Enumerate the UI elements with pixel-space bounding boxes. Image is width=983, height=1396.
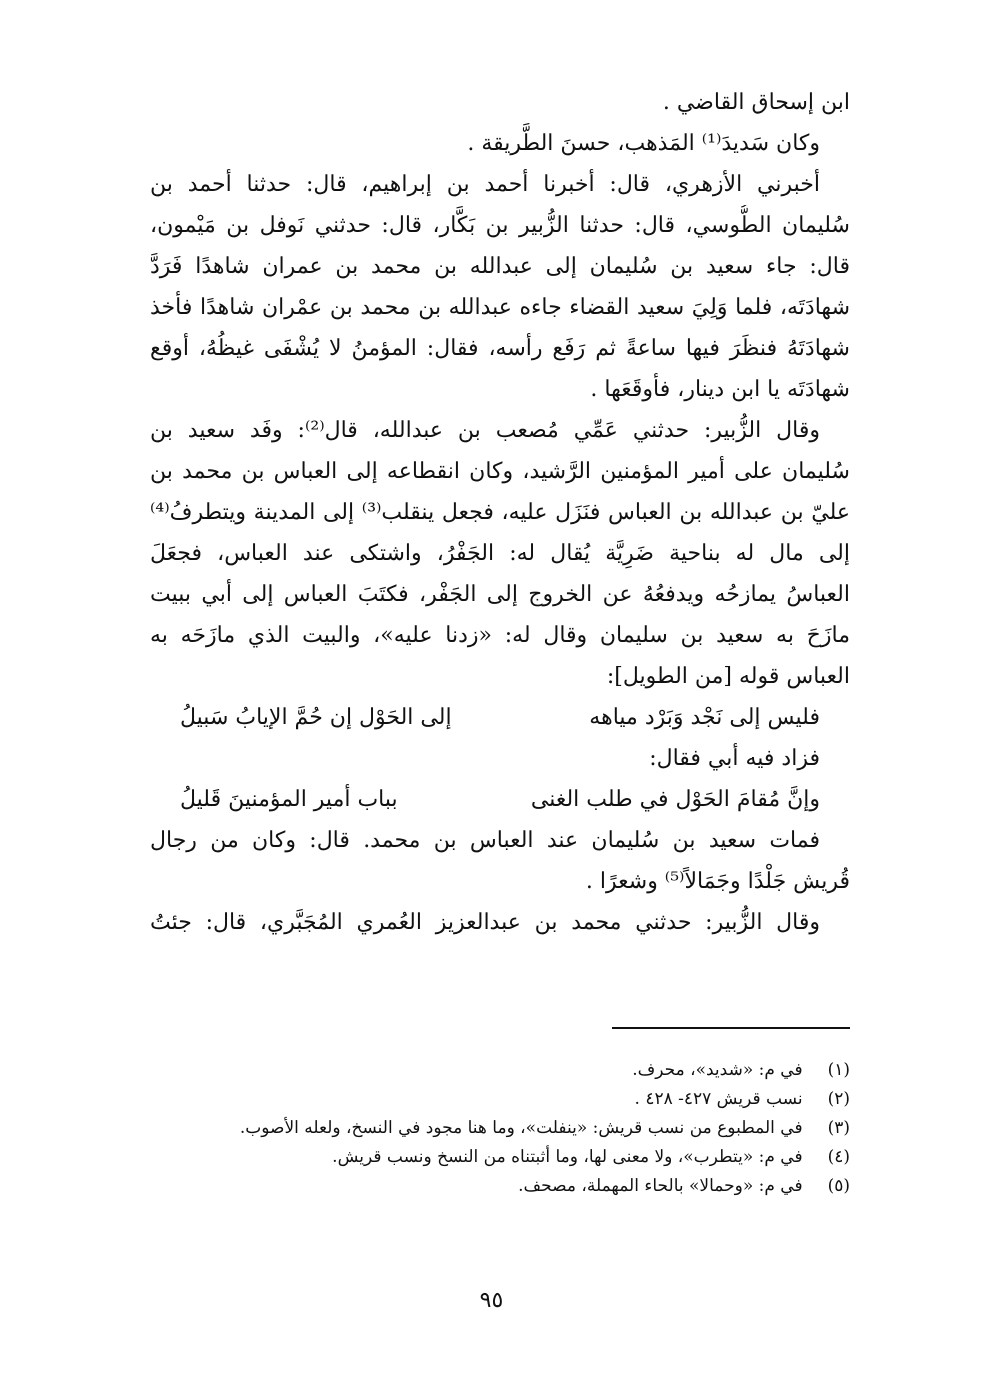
footnote-text: في م: «شديد»، محرف. <box>632 1060 803 1080</box>
footnote <box>150 1143 850 1172</box>
text-line: العباس قوله [من الطويل]: <box>606 664 850 689</box>
text-line: شهادَتَه يا ابن دينار، فأوقَعَها . <box>590 377 850 402</box>
main-text <box>150 82 850 943</box>
footnote-number: (٥) <box>827 1176 850 1196</box>
text-line: إلى مال له بناحية ضَرِيَّة يُقال له: الجَفْرُ، واشتكى عند العباس، فجعَلَ <box>150 541 850 566</box>
text-line: شهادَتَهُ فنظَرَ فيها ساعةً ثم رَفَع رأسه، فقال: المؤمنُ لا يُشْفَى غيظُهُ، أوقع <box>150 336 850 361</box>
footnote-number: (٣) <box>827 1118 850 1138</box>
text-line: ابن إسحاق القاضي . <box>662 90 850 115</box>
text-line: فمات سعيد بن سُليمان عند العباس بن محمد. قال: وكان من رجال <box>150 828 820 853</box>
text-line: سُليمان على أمير المؤمنين الرَّشيد، وكان انقطاعه إلى العباس بن محمد بن <box>150 459 850 484</box>
footnote-number: (٤) <box>827 1147 850 1167</box>
text-line: قُريش جَلْدًا وجَمَالاً⁽⁵⁾ وشعرًا . <box>585 869 850 894</box>
verse-first-hemistich: فليس إلى نَجْد وَبَرْد مياهه <box>589 705 820 730</box>
footnote-text: في المطبوع من نسب قريش: «ينفلت»، وما هنا مجود في النسخ، ولعله الأصوب. <box>239 1118 803 1138</box>
text-line: عليّ بن عبدالله بن العباس فنَزَل عليه، فجعل ينقلب⁽³⁾ إلى المدينة ويتطرفُ⁽⁴⁾ <box>150 500 850 525</box>
footnotes <box>150 1056 850 1201</box>
text-line: وكان سَديدَ⁽¹⁾ المَذهب، حسنَ الطَّريقة . <box>467 131 820 156</box>
poem-verse <box>180 697 820 738</box>
verse-second-hemistich: إلى الحَوْل إن حُمَّ الإيابُ سَبيلُ <box>180 705 452 730</box>
footnote-text: في م: «يتطرب»، ولا معنى لها، وما أثبتناه من النسخ ونسب قريش. <box>332 1147 803 1167</box>
footnote-text: في م: «وحمالا» بالحاء المهملة، مصحف. <box>518 1176 803 1196</box>
text-line: وقال الزُّبير: حدثني عَمِّي مُصعب بن عبدالله، قال⁽²⁾: وفَد سعيد بن <box>150 418 820 443</box>
text-line: أخبرني الأزهري، قال: أخبرنا أحمد بن إبراهيم، قال: حدثنا أحمد بن <box>150 172 820 197</box>
poem-verse <box>180 779 820 820</box>
footnote-number: (٢) <box>827 1089 850 1109</box>
verse-first-hemistich: وإنَّ مُقامَ الحَوْل في طلب الغنى <box>530 787 820 812</box>
text-line: قال: جاء سعيد بن سُليمان إلى عبدالله بن محمد بن عمران شاهدًا فَرَدَّ <box>150 254 850 279</box>
text-line: سُليمان الطُّوسي، قال: حدثنا الزُّبير بن بَكَّار، قال: حدثني نَوفل بن مَيْمون، <box>150 213 850 238</box>
footnote <box>150 1056 850 1085</box>
footnote-number: (١) <box>827 1060 850 1080</box>
text-line: العباسُ يمازحُه ويدفعُهُ عن الخروج إلى الجَفْر، فكتَبَ العباس إلى أبي ببيت <box>150 582 850 607</box>
text-line: فزاد فيه أبي فقال: <box>649 746 820 771</box>
footnote-text: نسب قريش ٤٢٧- ٤٢٨ . <box>634 1089 803 1109</box>
footnote <box>150 1085 850 1114</box>
footnote <box>150 1114 850 1143</box>
text-line: مازَحَ به سعيد بن سليمان وقال له: «زدنا عليه»، والبيت الذي مازَحَه به <box>150 623 850 648</box>
text-line: وقال الزُّبير: حدثني محمد بن عبدالعزيز العُمري المُجَبَّري، قال: جئتُ <box>150 910 820 935</box>
page-number: ٩٥ <box>479 1288 504 1313</box>
footnote <box>150 1172 850 1201</box>
footnote-separator <box>612 1027 850 1029</box>
text-line: شهادَتَه، فلما وَلِيَ سعيد القضاء جاءه عبدالله بن محمد بن عمْران شاهدًا فأخذ <box>150 295 850 320</box>
verse-second-hemistich: بباب أمير المؤمنينَ قَليلُ <box>180 787 398 812</box>
